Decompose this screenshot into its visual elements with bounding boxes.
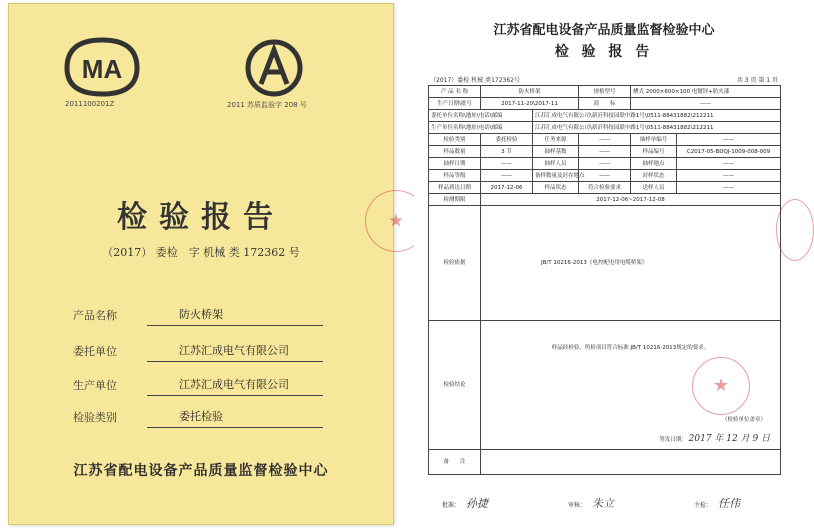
report-page [414,3,794,527]
signature-line [428,491,780,515]
table-row [429,206,781,321]
cell-label: 检测期限 [429,194,481,206]
cma-logo [57,32,147,102]
cell-label: 生产日期\批号 [429,98,481,110]
cell-value: 槽式 2000×600×100 电镀锌+防火漆 [631,86,781,98]
cell-value: C2017-05-BDQJ-1009-008-009 [677,146,781,158]
cell-label: 检验依据 [429,206,481,321]
table-row [429,134,781,146]
cell-label: 样品数量 [429,146,481,158]
cell-value: —— [579,146,631,158]
cell-label: 送样人员 [631,182,677,194]
table-row [429,194,781,206]
star-icon: ★ [387,210,405,232]
cell-value: —— [677,170,781,182]
star-icon: ★ [712,375,730,396]
cell-value: —— [579,158,631,170]
cell-value: JB/T 10216-2013《电控配电用电缆桥架》 [481,206,781,321]
cell-value: 2017-11-20\2017-11 [481,98,579,110]
cell-value: 委托检验 [481,134,533,146]
cell-value: 江苏汇成电气有限公司\新沂科技园联中路1号\0511-88431882\212211 [533,122,781,134]
cell-value: —— [481,158,533,170]
signature-approve [442,495,488,511]
cover-field-maker [73,374,323,396]
issue-date-label: 签发日期： [659,437,687,443]
table-row [429,321,781,450]
signature-label: 审核： [568,502,587,509]
table-row [429,450,781,475]
issue-date: 2017 年 12 月 9 日 [688,434,771,444]
cell-label: 封样状态 [631,170,677,182]
cell-label: 产 品 名 称 [429,86,481,98]
cell-label: 备 注 [429,450,481,475]
cell-label: 抽样单编号 [631,134,677,146]
red-seal-stamp [776,199,814,261]
cover-field-client [73,340,323,362]
cell-value: 3 节 [481,146,533,158]
cell-label: 检验类别 [429,134,481,146]
cell-label: 抽样地点 [631,158,677,170]
cell-label: 样品编号 [631,146,677,158]
cell-label: 商 标 [579,98,631,110]
cell-label: 抽样日期 [429,158,481,170]
field-label: 委托单位 [73,345,117,358]
cma-number: 2011100201Z [65,100,115,108]
cell-value: —— [579,170,631,182]
cell-value: —— [631,98,781,110]
signature-name: 孙捷 [466,497,489,510]
signature-label: 批准： [442,502,461,509]
cell-value: 2017-12-06~2017-12-08 [481,194,781,206]
field-value: 委托检验 [147,408,323,428]
cell-value: 防火桥架 [481,86,579,98]
cell-value: —— [677,158,781,170]
signature-label: 主检： [694,502,713,509]
signature-name: 任伟 [718,497,741,510]
cover-title: 检验报告 [117,200,285,235]
report-cover [8,3,405,525]
table-row [429,146,781,158]
cell-value: 2017-12-06 [481,182,533,194]
field-label: 生产单位 [73,379,117,392]
report-org-title: 江苏省配电设备产品质量监督检验中心 [493,23,715,38]
cell-value: —— [677,134,781,146]
conclusion-cell [481,321,781,450]
field-value: 防火桥架 [147,306,323,326]
report-code: （2017）委检 机械 类172362号 [430,77,520,84]
signature-main [694,495,740,511]
cover-field-product [73,304,323,326]
cell-label: 委托单位名称\地址\电话\邮编 [429,110,533,122]
seal-caption: （检验单位盖章） [722,417,767,423]
table-row [429,110,781,122]
report-title: 检 验 报 告 [554,44,654,60]
cell-label: 样品到达日期 [429,182,481,194]
cell-value: 符合检验要求 [579,182,631,194]
table-row [429,182,781,194]
red-seal-stamp [692,357,750,415]
cal-logo [229,32,319,102]
signature-review [568,495,614,511]
issue-date-line [659,436,770,443]
cell-label: 样品状态 [533,182,579,194]
cell-value: —— [481,170,533,182]
cell-label: 样品等级 [429,170,481,182]
table-row [429,122,781,134]
table-row [429,170,781,182]
cell-value [481,450,781,475]
cell-label: 任务来源 [533,134,579,146]
cover-field-type [73,406,323,428]
conclusion-text: 样品经检验，所检项目符合标准 JB/T 10216-2013规定的要求。 [551,345,710,351]
cell-label: 生产单位名称\地址\电话\邮编 [429,122,533,134]
cover-footer-org: 江苏省配电设备产品质量监督检验中心 [73,463,329,479]
cell-label: 规格型号 [579,86,631,98]
cell-label: 抽样人员 [533,158,579,170]
field-value: 江苏汇成电气有限公司 [147,376,323,396]
table-row [429,86,781,98]
cal-number: 2011 苏质监验字 208 号 [227,101,307,109]
cell-label: 备样数量及封存地点 [533,170,579,182]
table-row [429,158,781,170]
cell-value: —— [677,182,781,194]
report-table [428,85,781,475]
cover-report-code: （2017） 委检 字 机械 类 172362 号 [102,246,300,259]
cell-label: 抽样基数 [533,146,579,158]
field-value: 江苏汇成电气有限公司 [147,342,323,362]
cell-value: —— [579,134,631,146]
field-label: 产品名称 [73,309,117,322]
cell-label: 检验结论 [429,321,481,450]
table-row [429,98,781,110]
signature-name: 朱立 [592,497,615,510]
page-info: 共 3 页 第 1 页 [736,77,778,84]
field-label: 检验类别 [73,411,117,424]
cell-value: 江苏汇成电气有限公司\新沂科技园联中路1号\0511-88431882\212211 [533,110,781,122]
svg-text:MA: MA [81,54,123,84]
